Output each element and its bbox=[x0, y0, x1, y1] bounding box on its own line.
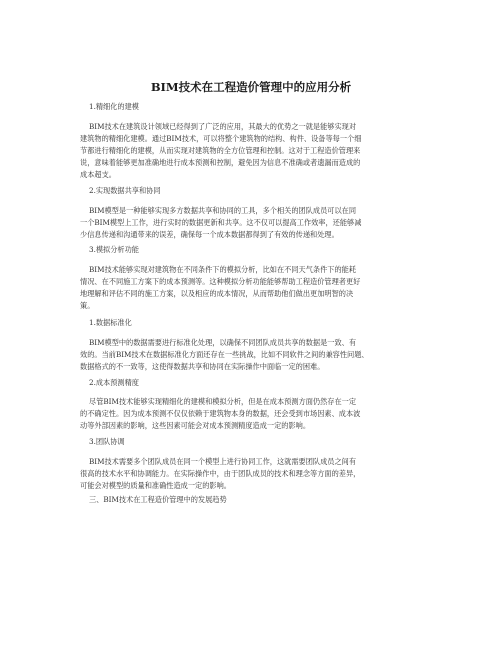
paragraph-line: 的不确定性。因为成本预测不仅仅依赖于建筑物本身的数据，还会受到市场因素、成本波 bbox=[80, 409, 361, 418]
paragraph-line: 策。 bbox=[80, 301, 95, 310]
paragraph-line: 成本超支。 bbox=[80, 170, 116, 179]
paragraph-line: 建筑物的精细化建模。通过BIM技术，可以将整个建筑物的结构、构件、设备等每一个细 bbox=[80, 134, 362, 143]
paragraph-line: BIM模型中的数据需要进行标准化处理，以确保不同团队成员共享的数据是一致、有 bbox=[89, 338, 357, 347]
section-paragraph bbox=[80, 337, 425, 373]
section-heading: 1.数据标准化 bbox=[89, 318, 132, 327]
paragraph-line: 动等外部因素的影响，这些因素可能会对成本预测精度造成一定的影响。 bbox=[80, 421, 311, 430]
section-heading: 3.团队协调 bbox=[89, 437, 125, 446]
paragraph-line: 可能会对模型的质量和准确性造成一定的影响。 bbox=[80, 481, 231, 490]
paragraph-line: BIM技术在建筑设计领域已经得到了广泛的应用，其最大的优势之一就是能够实现对 bbox=[89, 122, 357, 131]
section-heading: 3.模拟分析功能 bbox=[89, 245, 139, 254]
paragraph-line: 情况、在不同施工方案下的成本预测等。这种模拟分析功能能够帮助工程造价管理者更好 bbox=[80, 277, 361, 286]
paragraph-line: 很高的技术水平和协调能力。在实际操作中，由于团队成员的技术和理念等方面的差异， bbox=[80, 469, 361, 478]
section-heading: 1.精细化的建模 bbox=[89, 102, 139, 111]
paragraph-line: 地理解和评估不同的施工方案，以及相应的成本情况，从而帮助他们做出更加明智的决 bbox=[80, 289, 354, 298]
section-paragraph bbox=[80, 396, 425, 432]
paragraph-line: 效的。当前BIM技术在数据标准化方面还存在一些挑战，比如不同软件之间的兼容性问题、 bbox=[80, 350, 369, 359]
section-heading: 2.实现数据共享和协同 bbox=[89, 186, 161, 195]
paragraph-line: BIM技术能够实现对建筑物在不同条件下的模拟分析，比如在不同天气条件下的能耗 bbox=[89, 265, 357, 274]
paragraph-line: 节都进行精细化的建模，从而实现对建筑物的全方位管理和控制。这对于工程造价管理来 bbox=[80, 146, 361, 155]
paragraph-line: BIM模型是一种能够实现多方数据共享和协同的工具，多个相关的团队成员可以在同 bbox=[89, 206, 357, 215]
paragraph-line: BIM技术需要多个团队成员在同一个模型上进行协同工作，这就需要团队成员之间有 bbox=[89, 457, 357, 466]
section-paragraph bbox=[80, 121, 425, 181]
paragraph-line: 一个BIM模型上工作，进行实时的数据更新和共享。这不仅可以提高工作效率，还能够减 bbox=[80, 218, 362, 227]
section-paragraph bbox=[80, 456, 425, 492]
paragraph-line: 少信息传递和沟通带来的误差，确保每一个成本数据都得到了有效的传递和处理。 bbox=[80, 230, 339, 239]
paragraph-line: 数据格式的不一致等，这使得数据共享和协同在实际操作中面临一定的困难。 bbox=[80, 362, 325, 371]
section-paragraph bbox=[80, 205, 425, 241]
section-heading: 2.成本预测精度 bbox=[89, 378, 139, 387]
paragraph-line: 尽管BIM技术能够实现精细化的建模和模拟分析，但是在成本预测方面仍然存在一定 bbox=[89, 397, 357, 406]
document-title: BIM技术在工程造价管理中的应用分析 bbox=[150, 80, 352, 94]
section-heading: 三、BIM技术在工程造价管理中的发展趋势 bbox=[89, 495, 227, 504]
paragraph-line: 说，意味着能够更加准确地进行成本预测和控制，避免因为信息不准确或者遗漏而造成的 bbox=[80, 158, 361, 167]
section-paragraph bbox=[80, 264, 425, 312]
